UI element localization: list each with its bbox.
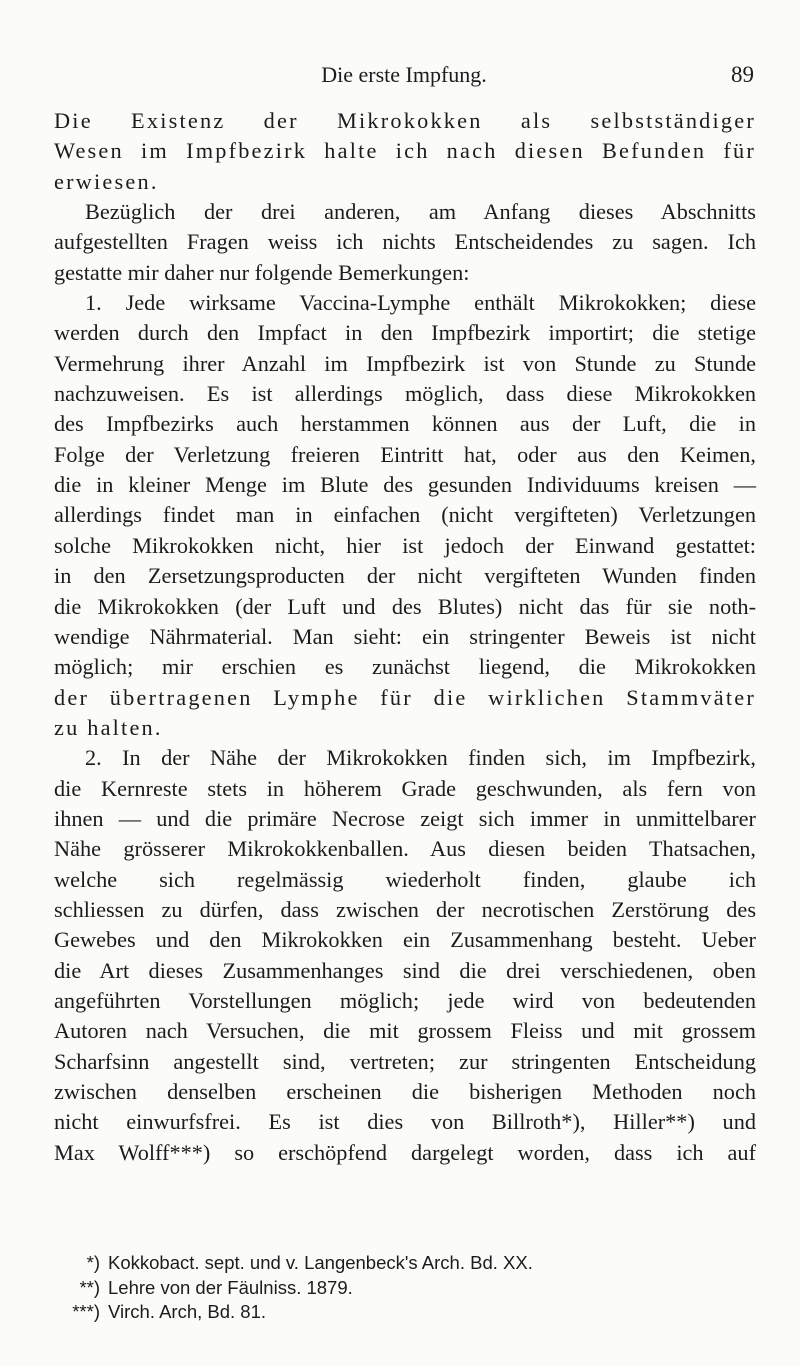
text-line: allerdings findet man in einfachen (nicht vergifteten) Verletzungen	[54, 502, 756, 528]
text-line: die Art dieses Zusammenhanges sind die drei verschiedenen, oben	[54, 957, 756, 983]
footnote	[54, 1276, 756, 1301]
text-line: Autoren nach Versuchen, die mit grossem Fleiss und mit grossem	[54, 1018, 756, 1044]
text-line: Folge der Verletzung freieren Eintritt hat, oder aus den Keimen,	[54, 441, 756, 467]
text-line: 1. Jede wirksame Vaccina-Lymphe enthält Mikrokokken; diese	[85, 290, 756, 316]
body-text	[54, 106, 756, 1168]
footnote-text: Virch. Arch, Bd. 81.	[108, 1301, 267, 1322]
footnote	[54, 1300, 756, 1325]
text-line: Max Wolff***) so erschöpfend dargelegt worden, dass ich auf	[54, 1139, 756, 1165]
text-line: erwiesen.	[54, 168, 159, 194]
text-line: Nähe grösserer Mikrokokkenballen. Aus diesen beiden Thatsachen,	[54, 836, 756, 862]
text-line: zwischen denselben erscheinen die bisherigen Methoden noch	[54, 1079, 756, 1104]
text-line: in den Zersetzungsproducten der nicht vergifteten Wunden finden	[54, 563, 756, 589]
text-line: der übertragenen Lymphe für die wirklichen Stammväter	[54, 684, 756, 710]
text-line: gestatte mir daher nur folgende Bemerkungen:	[54, 259, 470, 285]
text-line: 2. In der Nähe der Mikrokokken finden sich, im Impfbezirk,	[85, 745, 756, 771]
page-number: 89	[731, 62, 754, 87]
footnote-text: Lehre von der Fäulniss. 1879.	[108, 1276, 353, 1298]
text-line: solche Mikrokokken nicht, hier ist jedoch der Einwand gestattet:	[54, 532, 756, 558]
text-line: schliessen zu dürfen, dass zwischen der necrotischen Zerstörung des	[54, 896, 756, 922]
running-header	[54, 58, 754, 94]
text-line: nicht einwurfsfrei. Es ist dies von Billroth*), Hiller**) und	[54, 1109, 756, 1135]
text-line: welche sich regelmässig wiederholt finden, glaube ich	[54, 866, 756, 892]
text-line: ihnen — und die primäre Necrose zeigt sich immer in unmittelbarer	[54, 805, 756, 831]
footnote-mark: ***)	[72, 1301, 100, 1322]
text-line: aufgestellten Fragen weiss ich nichts Entscheidendes zu sagen. Ich	[54, 229, 756, 255]
text-line: wendige Nährmaterial. Man sieht: ein stringenter Beweis ist nicht	[54, 623, 756, 649]
footnote-text: Kokkobact. sept. und v. Langenbeck's Arch. Bd. XX.	[108, 1252, 533, 1273]
footnote-mark: **)	[79, 1276, 100, 1298]
text-line: die Mikrokokken (der Luft und des Blutes) nicht das für sie noth-	[54, 593, 756, 619]
text-line: zu halten.	[54, 714, 163, 740]
text-line: werden durch den Impfact in den Impfbezirk importirt; die stetige	[54, 320, 756, 346]
text-line: des Impfbezirks auch herstammen können aus der Luft, die in	[54, 411, 756, 437]
footnote-mark: *)	[86, 1252, 100, 1273]
text-line: möglich; mir erschien es zunächst liegend, die Mikrokokken	[54, 654, 756, 680]
text-line: Die Existenz der Mikrokokken als selbstständiger	[54, 108, 756, 133]
text-line: die Kernreste stets in höherem Grade geschwunden, als fern von	[54, 775, 756, 801]
text-line: angeführten Vorstellungen möglich; jede wird von bedeutenden	[54, 987, 756, 1013]
text-line: Bezüglich der drei anderen, am Anfang dieses Abschnitts	[85, 199, 756, 225]
text-line: die in kleiner Menge im Blute des gesunden Individuums kreisen —	[54, 472, 756, 498]
text-line: Vermehrung ihrer Anzahl im Impfbezirk ist von Stunde zu Stunde	[54, 350, 756, 376]
running-title: Die erste Impfung.	[321, 62, 487, 87]
text-line: Wesen im Impfbezirk halte ich nach diesen Befunden für	[54, 138, 756, 164]
text-line: nachzuweisen. Es ist allerdings möglich, dass diese Mikrokokken	[54, 381, 756, 407]
footnotes	[54, 1251, 756, 1325]
text-line: Scharfsinn angestellt sind, vertreten; zur stringenten Entscheidung	[54, 1048, 756, 1074]
footnote	[54, 1251, 756, 1276]
text-line: Gewebes und den Mikrokokken ein Zusammenhang besteht. Ueber	[54, 927, 756, 953]
